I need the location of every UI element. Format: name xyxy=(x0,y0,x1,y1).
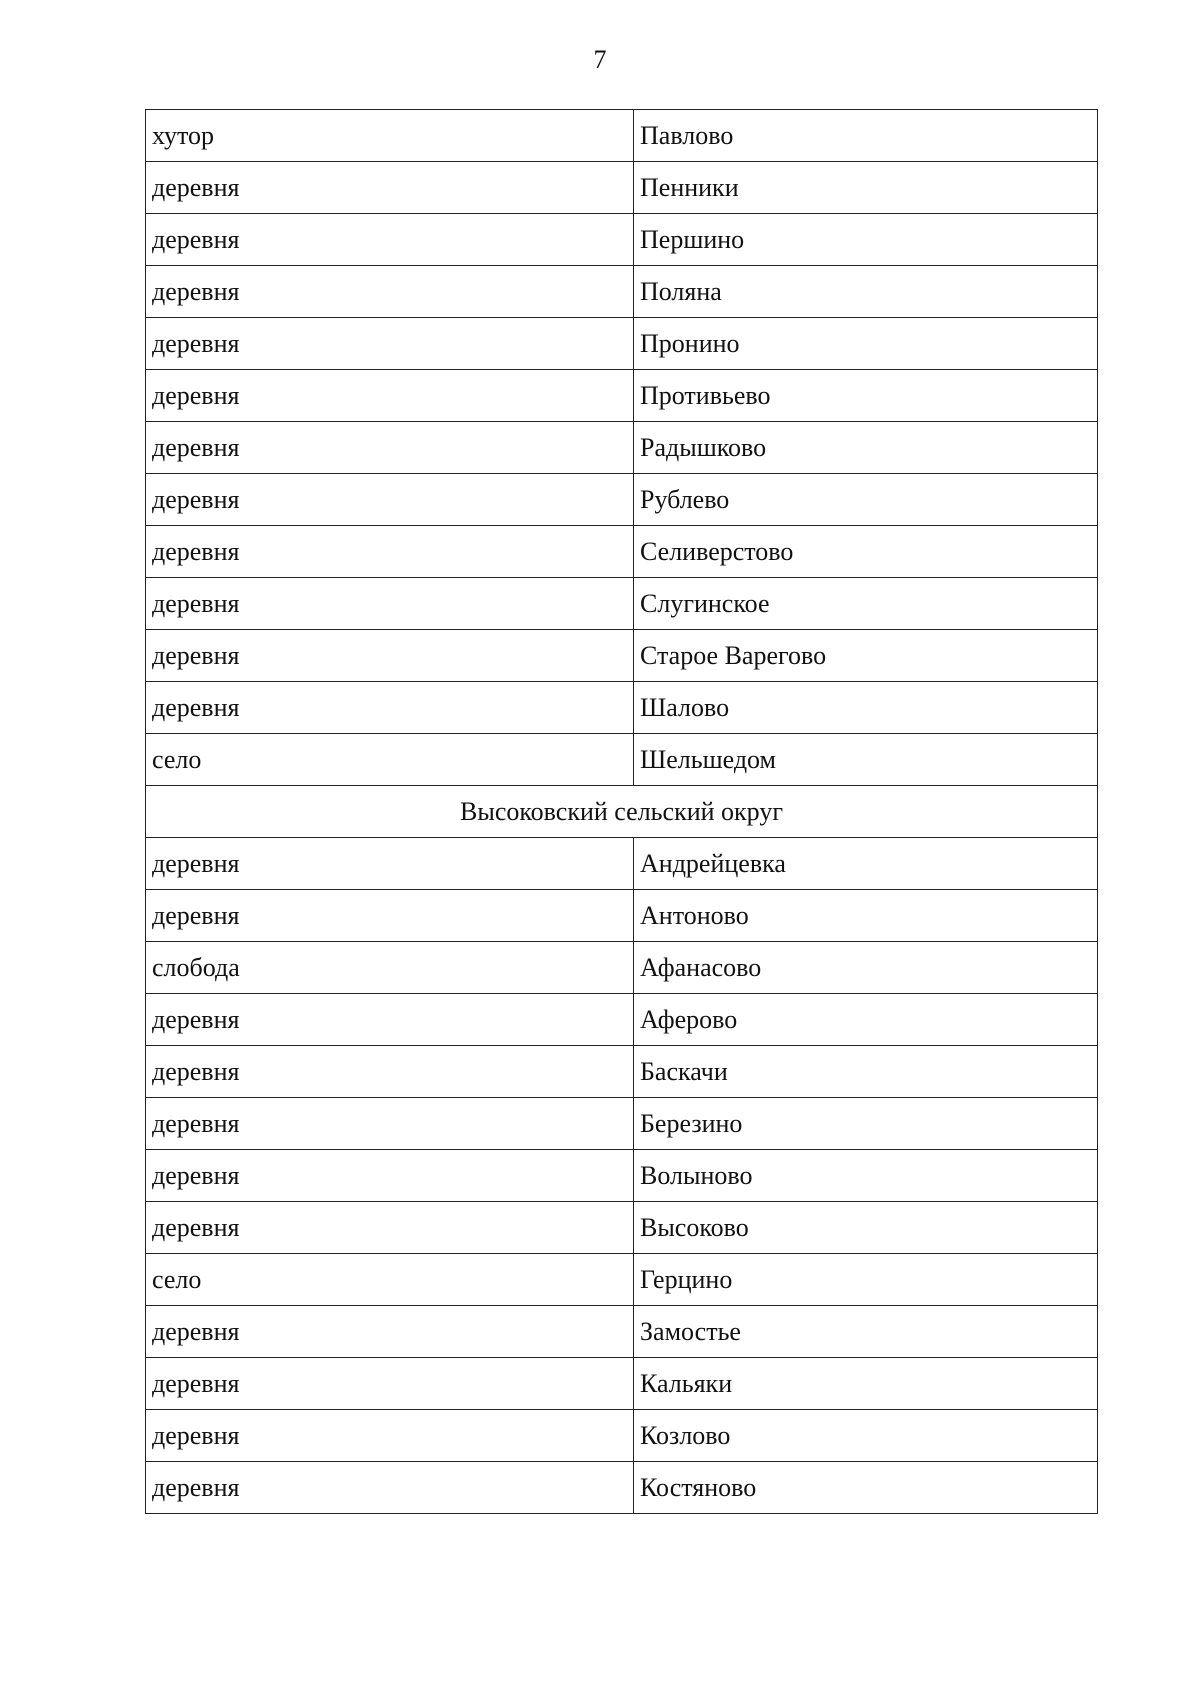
table-row xyxy=(146,1202,1098,1254)
settlement-type-cell: деревня xyxy=(146,1358,634,1410)
settlement-name-cell: Герцино xyxy=(634,1254,1098,1306)
settlement-name-cell: Высоково xyxy=(634,1202,1098,1254)
settlements-table xyxy=(145,109,1098,1514)
settlement-name-cell: Замостье xyxy=(634,1306,1098,1358)
settlement-type-cell: деревня xyxy=(146,682,634,734)
table-row xyxy=(146,1410,1098,1462)
section-header-row xyxy=(146,786,1098,838)
table-row xyxy=(146,526,1098,578)
section-title: Высоковский сельский округ xyxy=(146,786,1098,838)
settlement-type-cell: деревня xyxy=(146,318,634,370)
table-row xyxy=(146,422,1098,474)
settlement-type-cell: деревня xyxy=(146,1150,634,1202)
table-row xyxy=(146,890,1098,942)
settlement-name-cell: Пенники xyxy=(634,162,1098,214)
settlements-table-body xyxy=(146,110,1098,1514)
settlement-type-cell: деревня xyxy=(146,526,634,578)
settlement-type-cell: деревня xyxy=(146,422,634,474)
table-row xyxy=(146,1254,1098,1306)
settlement-name-cell: Павлово xyxy=(634,110,1098,162)
table-row xyxy=(146,994,1098,1046)
settlement-type-cell: село xyxy=(146,734,634,786)
settlement-type-cell: деревня xyxy=(146,890,634,942)
settlement-name-cell: Пронино xyxy=(634,318,1098,370)
settlement-type-cell: деревня xyxy=(146,1046,634,1098)
table-row xyxy=(146,1358,1098,1410)
settlement-name-cell: Противьево xyxy=(634,370,1098,422)
table-row xyxy=(146,734,1098,786)
table-row xyxy=(146,1150,1098,1202)
settlement-name-cell: Слугинское xyxy=(634,578,1098,630)
settlement-name-cell: Баскачи xyxy=(634,1046,1098,1098)
settlement-name-cell: Шалово xyxy=(634,682,1098,734)
table-row xyxy=(146,682,1098,734)
table-row xyxy=(146,838,1098,890)
table-row xyxy=(146,630,1098,682)
settlement-type-cell: деревня xyxy=(146,1410,634,1462)
settlement-type-cell: деревня xyxy=(146,630,634,682)
table-row xyxy=(146,1098,1098,1150)
settlement-type-cell: деревня xyxy=(146,474,634,526)
table-row xyxy=(146,318,1098,370)
settlement-name-cell: Андрейцевка xyxy=(634,838,1098,890)
table-row xyxy=(146,214,1098,266)
settlement-type-cell: слобода xyxy=(146,942,634,994)
settlement-name-cell: Селиверстово xyxy=(634,526,1098,578)
table-row xyxy=(146,1306,1098,1358)
settlement-type-cell: деревня xyxy=(146,994,634,1046)
settlement-type-cell: деревня xyxy=(146,1462,634,1514)
settlement-type-cell: деревня xyxy=(146,266,634,318)
settlement-type-cell: деревня xyxy=(146,1306,634,1358)
settlement-type-cell: деревня xyxy=(146,370,634,422)
settlement-type-cell: деревня xyxy=(146,162,634,214)
settlement-name-cell: Рублево xyxy=(634,474,1098,526)
settlement-name-cell: Костяново xyxy=(634,1462,1098,1514)
settlement-name-cell: Аферово xyxy=(634,994,1098,1046)
settlement-name-cell: Радышково xyxy=(634,422,1098,474)
settlement-name-cell: Афанасово xyxy=(634,942,1098,994)
settlement-type-cell: деревня xyxy=(146,214,634,266)
settlement-name-cell: Старое Варегово xyxy=(634,630,1098,682)
settlement-name-cell: Кальяки xyxy=(634,1358,1098,1410)
settlement-type-cell: деревня xyxy=(146,838,634,890)
table-row xyxy=(146,370,1098,422)
settlement-name-cell: Березино xyxy=(634,1098,1098,1150)
table-row xyxy=(146,474,1098,526)
table-row xyxy=(146,942,1098,994)
settlement-type-cell: село xyxy=(146,1254,634,1306)
settlement-name-cell: Поляна xyxy=(634,266,1098,318)
page-number: 7 xyxy=(593,45,607,74)
settlement-type-cell: деревня xyxy=(146,1202,634,1254)
table-row xyxy=(146,266,1098,318)
settlement-type-cell: деревня xyxy=(146,578,634,630)
table-row xyxy=(146,110,1098,162)
table-row xyxy=(146,1046,1098,1098)
settlement-name-cell: Першино xyxy=(634,214,1098,266)
settlement-type-cell: деревня xyxy=(146,1098,634,1150)
settlement-name-cell: Шельшедом xyxy=(634,734,1098,786)
settlement-name-cell: Волыново xyxy=(634,1150,1098,1202)
table-row xyxy=(146,578,1098,630)
settlement-name-cell: Антоново xyxy=(634,890,1098,942)
table-row xyxy=(146,1462,1098,1514)
table-row xyxy=(146,162,1098,214)
settlement-name-cell: Козлово xyxy=(634,1410,1098,1462)
settlement-type-cell: хутор xyxy=(146,110,634,162)
